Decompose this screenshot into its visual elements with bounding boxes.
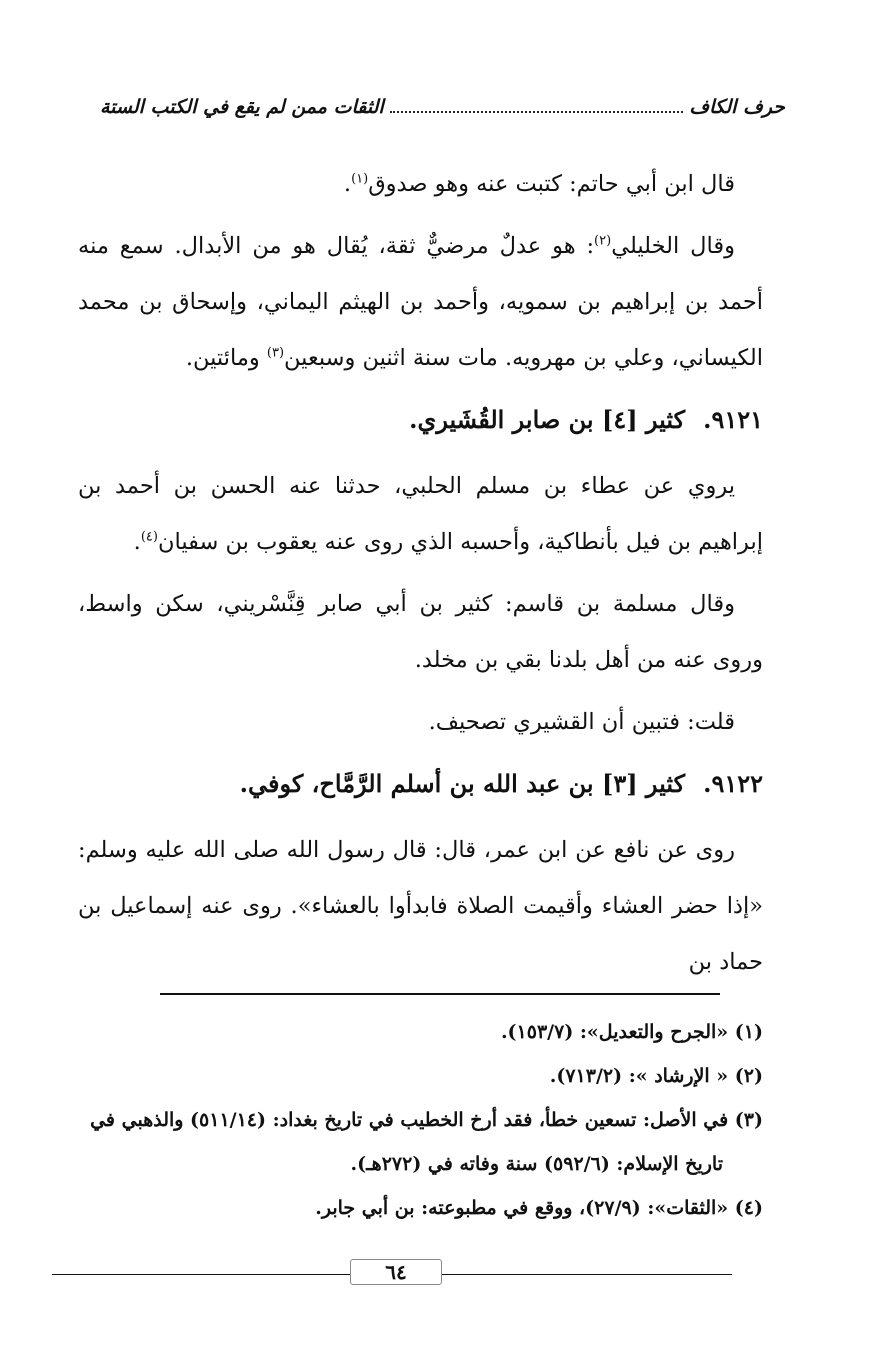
footnote-divider (160, 993, 720, 995)
paragraph: وقال الخليلي$^{(٢)}$: هو عدلٌ مرضيٌّ ثقة، يُقال هو من الأبدال. سمع منه أحمد بن إبراهيم بن سمويه، وأحمد بن الهيثم اليماني، وإسحاق بن محمد الكيساني، وعلي بن مهرويه. مات سنة اثنين وسبعين$^{(٣)}$ ومائتين. (78, 233, 763, 371)
footnote: (٣) في الأصل: تسعين خطأ، فقد أرخ الخطيب في تاريخ بغداد: (٥١١/١٤) والذهبي في (90, 1109, 763, 1131)
main-text (78, 156, 763, 996)
paragraph: قلت: فتبين أن القشيري تصحيف. (428, 709, 735, 735)
footnotes (66, 1010, 763, 1230)
entry-number: ٩١٢١. (703, 405, 763, 434)
header-chapter: حرف الكاف (689, 96, 785, 118)
footnote: (٢) « الإرشاد »: (٧١٣/٢). (549, 1065, 763, 1087)
header-book-title: الثقات ممن لم يقع في الكتب الستة (100, 96, 384, 118)
footnote-continuation: تاريخ الإسلام: (٥٩٢/٦) سنة وفاته في (٢٧٢هـ). (350, 1153, 723, 1175)
running-header (100, 96, 785, 118)
footnote: (٤) «الثقات»: (٢٧/٩)، ووقع في مطبوعته: بن أبي جابر. (315, 1197, 763, 1219)
paragraph: وقال مسلمة بن قاسم: كثير بن أبي صابر قِنَّسْريني، سكن واسط، وروى عنه من أهل بلدنا بقي بن مخلد. (78, 591, 763, 673)
footnote-ref: (٢) (594, 233, 612, 249)
header-dots (390, 97, 684, 113)
page-number: ٦٤ (350, 1259, 442, 1285)
footnote-ref: (١) (351, 171, 369, 187)
footnote: (١) «الجرح والتعديل»: (١٥٣/٧). (500, 1021, 763, 1043)
entry-heading (78, 392, 763, 448)
entry-title: كثير [٤] بن صابر القُشَيري. (409, 405, 686, 434)
paragraph: روى عن نافع عن ابن عمر، قال: قال رسول الله صلى الله عليه وسلم: «إذا حضر العشاء وأقيمت الصلاة فابدأوا بالعشاء». روى عنه إسماعيل بن حماد بن (78, 837, 763, 975)
entry-heading (78, 756, 763, 812)
footnote-ref: (٤) (140, 529, 158, 545)
entry-number: ٩١٢٢. (703, 769, 763, 798)
entry-title: كثير [٣] بن عبد الله بن أسلم الرَّمَّاح، كوفي. (239, 769, 686, 798)
paragraph: يروي عن عطاء بن مسلم الحلبي، حدثنا عنه الحسن بن أحمد بن إبراهيم بن فيل بأنطاكية، وأحسبه الذي روى عنه يعقوب بن سفيان$^{(٤)}$. (78, 473, 763, 555)
footnote-ref: (٣) (266, 345, 285, 361)
paragraph: قال ابن أبي حاتم: كتبت عنه وهو صدوق$^{(١)}$. (343, 171, 735, 197)
